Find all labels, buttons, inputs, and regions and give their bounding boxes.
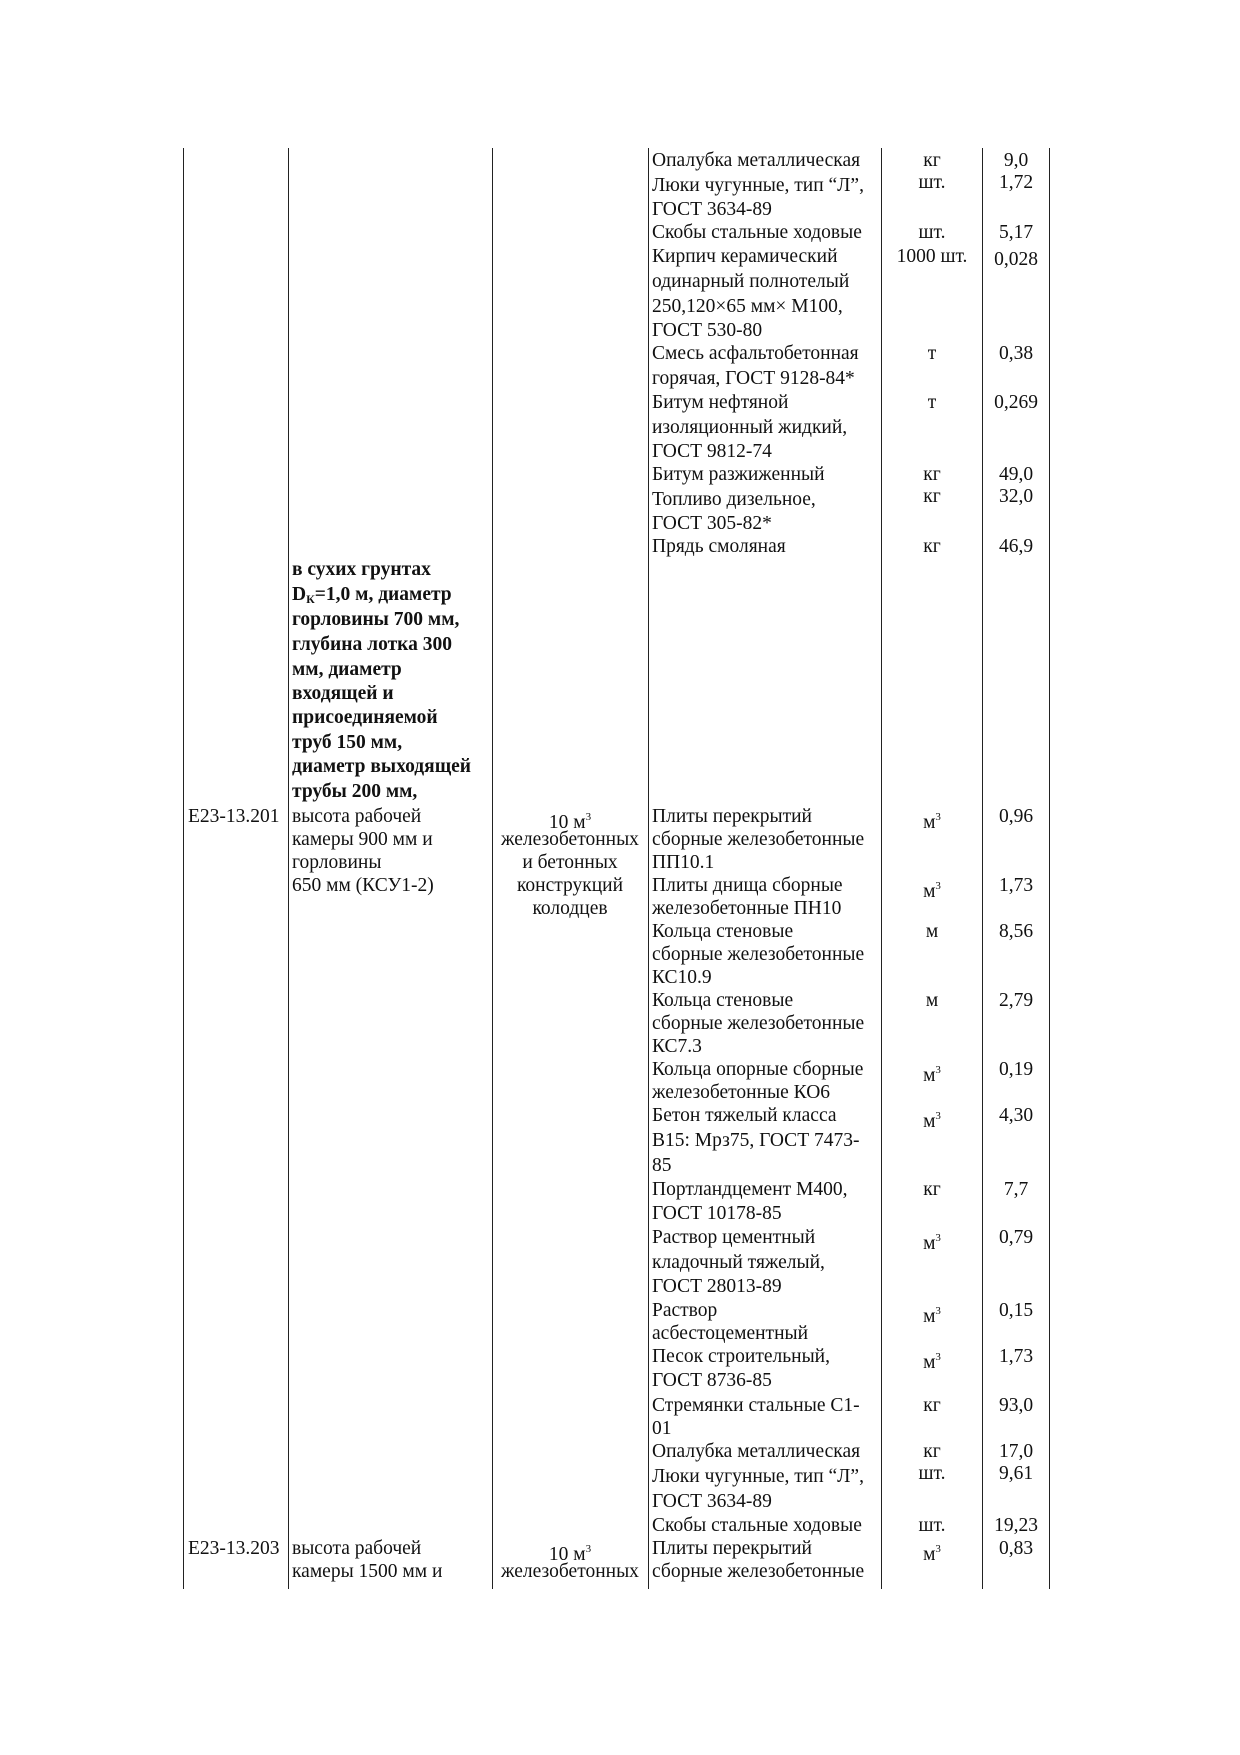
material-unit: $м^3$	[923, 1305, 941, 1327]
material-name: Портландцемент М400,	[652, 1179, 848, 1200]
unit-of-measure: колодцев	[532, 898, 608, 919]
unit-of-measure: 10 $м^3$	[548, 1543, 592, 1565]
column-divider	[648, 148, 649, 1589]
material-name: КС10.9	[652, 967, 712, 988]
material-name: 250,120×65 мм× М100,	[652, 296, 843, 317]
material-name: ГОСТ 3634-89	[652, 1491, 772, 1512]
material-quantity: 19,23	[994, 1515, 1038, 1536]
material-unit: 1000 шт.	[896, 246, 968, 267]
group-heading: труб 150 мм,	[292, 732, 403, 753]
material-quantity: 2,79	[998, 990, 1034, 1011]
material-name: КС7.3	[652, 1036, 702, 1057]
material-name: железобетонные КО6	[652, 1082, 831, 1103]
material-quantity: 7,7	[1003, 1179, 1029, 1200]
material-unit: $м^3$	[923, 811, 941, 833]
material-unit: $м^3$	[923, 1110, 941, 1132]
material-quantity: 9,0	[1003, 150, 1029, 171]
material-name: сборные железобетонные	[652, 1561, 865, 1582]
material-name: одинарный полнотелый	[652, 271, 850, 292]
material-name: ГОСТ 305-82*	[652, 513, 772, 534]
material-name: В15: Мрз75, ГОСТ 7473-	[652, 1130, 860, 1151]
material-unit: $м^3$	[923, 1543, 941, 1565]
material-unit: $м^3$	[923, 1232, 941, 1254]
material-name: Скобы стальные ходовые	[652, 1515, 862, 1536]
material-unit: кг	[923, 464, 941, 485]
group-heading: входящей и	[292, 683, 394, 704]
material-name: Топливо дизельное,	[652, 489, 816, 510]
material-name: ГОСТ 8736-85	[652, 1370, 772, 1391]
material-name: Кольца опорные сборные	[652, 1059, 864, 1080]
material-name: Плиты перекрытий	[652, 806, 812, 827]
material-quantity: 8,56	[998, 921, 1034, 942]
material-name: ГОСТ 28013-89	[652, 1276, 782, 1297]
material-quantity: 5,17	[998, 222, 1034, 243]
rate-description: горловины	[292, 852, 382, 873]
unit-of-measure: 10 $м^3$	[548, 811, 592, 833]
unit-of-measure: железобетонных	[501, 829, 639, 850]
material-quantity: 0,15	[998, 1300, 1034, 1321]
material-name: Кольца стеновые	[652, 990, 794, 1011]
rate-description: камеры 1500 мм и	[292, 1561, 443, 1582]
material-name: изоляционный жидкий,	[652, 417, 848, 438]
material-name: Плиты днища сборные	[652, 875, 843, 896]
group-heading: в сухих грунтах	[292, 559, 431, 580]
rate-description: 650 мм (КСУ1-2)	[292, 875, 434, 896]
material-quantity: 9,61	[998, 1463, 1034, 1484]
material-unit: кг	[923, 1395, 941, 1416]
group-heading: диаметр выходящей	[292, 756, 472, 777]
material-name: ГОСТ 9812-74	[652, 441, 772, 462]
material-unit: шт.	[918, 222, 946, 243]
group-heading: трубы 200 мм,	[292, 781, 418, 802]
material-quantity: 93,0	[998, 1395, 1034, 1416]
material-quantity: 32,0	[998, 486, 1034, 507]
material-name: Плиты перекрытий	[652, 1538, 812, 1559]
material-name: Опалубка металлическая	[652, 1441, 861, 1462]
material-quantity: 17,0	[998, 1441, 1034, 1462]
rate-description: высота рабочей	[292, 806, 422, 827]
material-name: Раствор	[652, 1300, 718, 1321]
material-quantity: 0,83	[998, 1538, 1034, 1559]
unit-of-measure: железобетонных	[501, 1561, 639, 1582]
unit-of-measure: и бетонных	[522, 852, 618, 873]
group-heading: горловины 700 мм,	[292, 609, 460, 630]
material-unit: т	[927, 392, 937, 413]
material-quantity: 0,96	[998, 806, 1034, 827]
material-name: Битум нефтяной	[652, 392, 789, 413]
column-divider	[492, 148, 493, 1589]
material-name: Стремянки стальные С1-	[652, 1395, 860, 1416]
material-quantity: 0,028	[994, 249, 1038, 270]
rate-description: камеры 900 мм и	[292, 829, 433, 850]
material-unit: т	[927, 343, 937, 364]
column-divider	[288, 148, 289, 1589]
material-name: Битум разжиженный	[652, 464, 825, 485]
column-divider	[982, 148, 983, 1589]
material-name: ГОСТ 3634-89	[652, 199, 772, 220]
material-unit: $м^3$	[923, 1351, 941, 1373]
material-name: сборные железобетонные	[652, 1013, 865, 1034]
material-name: ГОСТ 10178-85	[652, 1203, 782, 1224]
column-divider	[881, 148, 882, 1589]
group-heading: $D_К=1,0$ м, диаметр	[292, 584, 452, 606]
group-heading: присоединяемой	[292, 707, 438, 728]
group-heading: мм, диаметр	[292, 659, 402, 680]
material-quantity: 1,73	[998, 1346, 1034, 1367]
material-name: Песок строительный,	[652, 1346, 830, 1367]
material-name: Прядь смоляная	[652, 536, 786, 557]
material-name: 85	[652, 1155, 672, 1176]
material-unit: шт.	[918, 1463, 946, 1484]
material-name: Кольца стеновые	[652, 921, 794, 942]
material-quantity: 49,0	[998, 464, 1034, 485]
material-name: ПП10.1	[652, 852, 715, 873]
material-unit: шт.	[918, 1515, 946, 1536]
material-quantity: 4,30	[998, 1105, 1034, 1126]
material-name: Люки чугунные, тип “Л”,	[652, 1466, 864, 1487]
material-unit: кг	[923, 1179, 941, 1200]
unit-of-measure: конструкций	[516, 875, 624, 896]
material-name: ГОСТ 530-80	[652, 320, 763, 341]
material-name: 01	[652, 1418, 672, 1439]
material-unit: м	[925, 990, 939, 1011]
material-name: Кирпич керамический	[652, 246, 838, 267]
material-quantity: 0,79	[998, 1227, 1034, 1248]
material-name: Скобы стальные ходовые	[652, 222, 862, 243]
material-unit: м	[925, 921, 939, 942]
material-unit: шт.	[918, 172, 946, 193]
material-name: Раствор цементный	[652, 1227, 816, 1248]
material-unit: $м^3$	[923, 880, 941, 902]
material-quantity: 1,72	[998, 172, 1034, 193]
rate-code: Е23-13.203	[188, 1538, 280, 1559]
rate-description: высота рабочей	[292, 1538, 422, 1559]
material-name: асбестоцементный	[652, 1323, 809, 1344]
material-name: Опалубка металлическая	[652, 150, 861, 171]
material-unit: кг	[923, 150, 941, 171]
material-name: горячая, ГОСТ 9128-84*	[652, 368, 855, 389]
table-border-left	[183, 148, 184, 1589]
material-name: железобетонные ПН10	[652, 898, 842, 919]
material-quantity: 1,73	[998, 875, 1034, 896]
rate-code: Е23-13.201	[188, 806, 280, 827]
table-border-right	[1049, 148, 1050, 1589]
material-unit: кг	[923, 536, 941, 557]
material-quantity: 46,9	[998, 536, 1034, 557]
material-quantity: 0,38	[998, 343, 1034, 364]
group-heading: глубина лотка 300	[292, 634, 452, 655]
material-name: сборные железобетонные	[652, 944, 865, 965]
material-unit: кг	[923, 486, 941, 507]
material-unit: $м^3$	[923, 1064, 941, 1086]
material-name: сборные железобетонные	[652, 829, 865, 850]
material-unit: кг	[923, 1441, 941, 1462]
material-quantity: 0,19	[998, 1059, 1034, 1080]
material-quantity: 0,269	[994, 392, 1038, 413]
material-name: Бетон тяжелый класса	[652, 1105, 837, 1126]
material-name: Люки чугунные, тип “Л”,	[652, 175, 864, 196]
material-name: кладочный тяжелый,	[652, 1252, 825, 1273]
material-name: Смесь асфальтобетонная	[652, 343, 859, 364]
